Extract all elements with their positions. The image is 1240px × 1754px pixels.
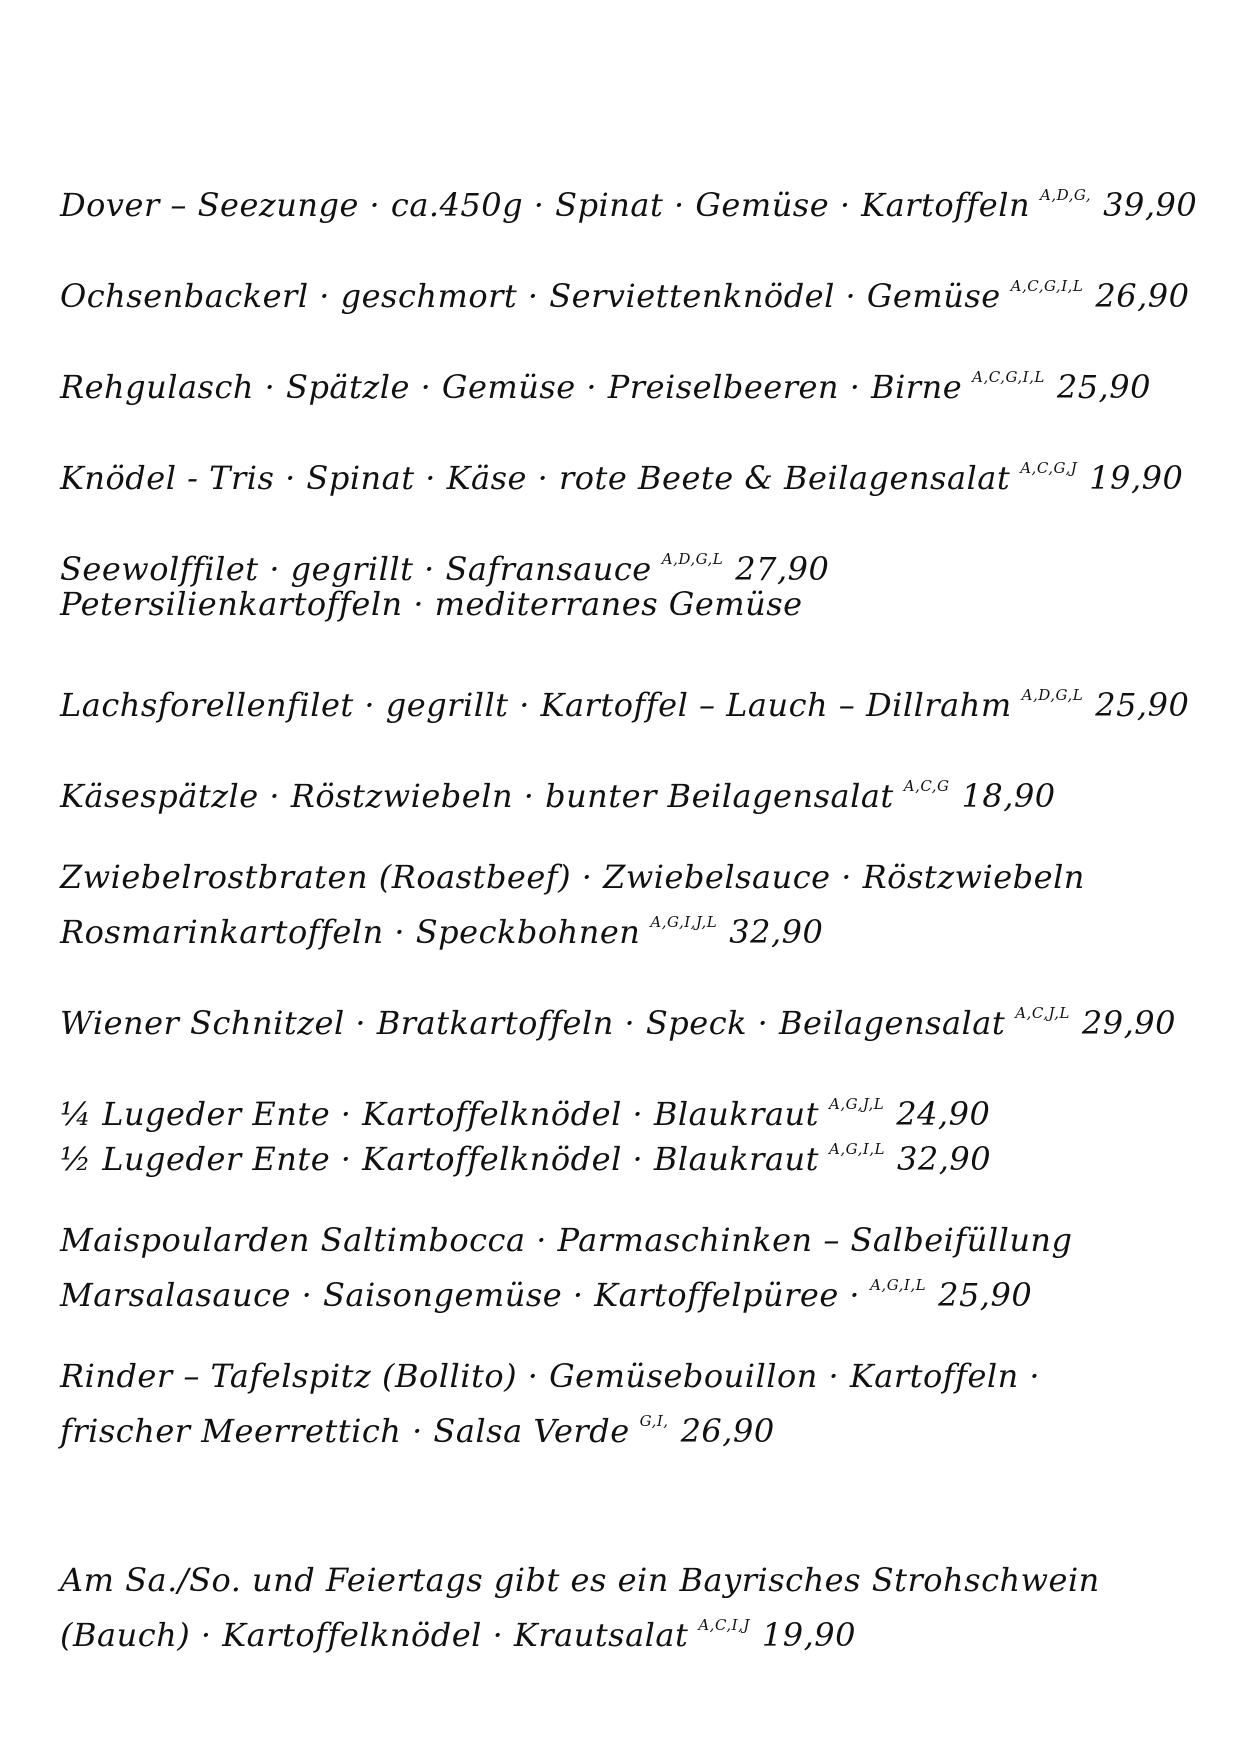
dish-text: Käsespätzle · Röstzwiebeln · bunter Beilagensalat [60,777,894,815]
menu-item-ochsenbackerl [60,266,1189,316]
price: 32,90 [729,913,824,951]
price: 39,90 [1103,186,1198,224]
price: 32,90 [897,1140,992,1178]
price: 29,90 [1081,1004,1177,1042]
dish-text: Wiener Schnitzel · Bratkartoffeln · Speck · Beilagensalat [60,1004,1006,1042]
dish-text: frischer Meerrettich · Salsa Verde [60,1412,630,1450]
price: 24,90 [896,1095,991,1133]
menu-item-halbe-ente [60,1129,991,1179]
menu-item-dover-seezunge [60,175,1197,225]
allergen-codes: A,C,J,L [1015,1004,1070,1022]
allergen-codes: G,I, [639,1412,669,1430]
menu-item-zwiebelrostbraten-line-2 [60,902,823,952]
allergen-codes: A,G,J,L [829,1095,885,1113]
dish-text: Lachsforellenfilet · gegrillt · Kartoffel – Lauch – Dillrahm [60,686,1012,724]
price: 19,90 [1089,459,1184,497]
menu-item-seewolffilet-line-2 [60,584,803,624]
dish-text: ¼ Lugeder Ente · Kartoffelknödel · Blaukraut [60,1095,820,1133]
price: 27,90 [735,550,830,588]
menu-item-seewolffilet [60,539,829,589]
price: 25,90 [1056,368,1151,406]
dish-text: ½ Lugeder Ente · Kartoffelknödel · Blaukraut [60,1140,820,1178]
price: 25,90 [938,1276,1033,1314]
dish-text: Rinder – Tafelspitz (Bollito) · Gemüsebouillon · Kartoffeln · [60,1357,1041,1395]
menu-item-wiener-schnitzel [60,993,1176,1043]
price: 25,90 [1095,686,1190,724]
menu-item-saltimbocca-line-2 [60,1265,1032,1315]
menu-item-kaesespaetzle [60,766,1056,816]
menu-item-tafelspitz-line-2 [60,1401,775,1451]
menu-item-knoedel-tris [60,448,1183,498]
price: 19,90 [761,1616,856,1654]
dish-text: Marsalasauce · Saisongemüse · Kartoffelpüree · [60,1276,861,1314]
menu-item-zwiebelrostbraten [60,857,1085,897]
allergen-codes: A,C,G [903,777,950,795]
weekend-special [60,1560,1100,1600]
dish-text: Maispoularden Saltimbocca · Parmaschinken – Salbeifüllung [60,1221,1073,1259]
menu-item-rehgulasch [60,357,1151,407]
menu-item-lachsforellenfilet [60,675,1189,725]
menu-item-viertel-ente [60,1084,990,1134]
dish-text: Rehgulasch · Spätzle · Gemüse · Preiselbeeren · Birne [60,368,963,406]
weekend-special-line-2 [60,1605,856,1655]
allergen-codes: A,C,I,J [698,1616,750,1634]
menu-item-tafelspitz [60,1356,1040,1396]
dish-text: Knödel - Tris · Spinat · Käse · rote Beete & Beilagensalat [60,459,1011,497]
allergen-codes: A,G,I,L [829,1140,885,1158]
allergen-codes: A,C,G,J [1020,459,1078,477]
allergen-codes: A,C,G,I,L [1010,277,1084,295]
dish-text: Rosmarinkartoffeln · Speckbohnen [60,913,641,951]
dish-text: (Bauch) · Kartoffelknödel · Krautsalat [60,1616,689,1654]
dish-text: Dover – Seezunge · ca.450g · Spinat · Gemüse · Kartoffeln [60,186,1031,224]
allergen-codes: A,C,G,I,L [972,368,1045,386]
allergen-codes: A,D,G,L [661,550,724,568]
dish-text: Zwiebelrostbraten (Roastbeef) · Zwiebelsauce · Röstzwiebeln [60,858,1085,896]
dish-text: Am Sa./So. und Feiertags gibt es ein Bayrisches Strohschwein [60,1561,1100,1599]
price: 26,90 [1095,277,1190,315]
allergen-codes: A,G,I,L [870,1276,927,1294]
price: 18,90 [961,777,1056,815]
dish-text: Seewolffilet · gegrillt · Safransauce [60,550,652,588]
allergen-codes: A,D,G, [1040,186,1092,204]
dish-text: Petersilienkartoffeln · mediterranes Gemüse [60,585,803,623]
allergen-codes: A,D,G,L [1021,686,1084,704]
menu-item-saltimbocca [60,1220,1073,1260]
price: 26,90 [680,1412,775,1450]
dish-text: Ochsenbackerl · geschmort · Serviettenknödel · Gemüse [60,277,1001,315]
allergen-codes: A,G,I,J,L [650,913,718,931]
